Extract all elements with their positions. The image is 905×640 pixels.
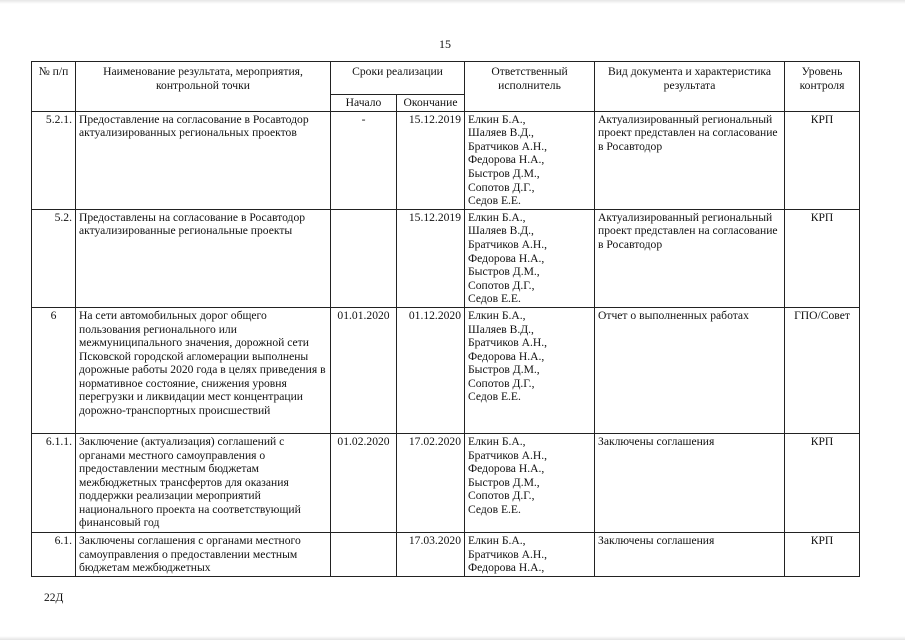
row-name: Предоставление на согласование в Росавтодор актуализированных региональных проектов (76, 111, 331, 209)
row-num: 6.1. (32, 532, 76, 576)
row-control-level: КРП (785, 111, 860, 209)
header-control-level: Уровень контроля (785, 62, 860, 112)
responsible-person: Федорова Н.А., (468, 462, 545, 476)
header-num: № п/п (32, 62, 76, 112)
row-start (331, 209, 397, 307)
scan-edge-bottom (0, 636, 905, 640)
table-row (32, 111, 860, 209)
row-responsible (465, 433, 595, 532)
header-period: Сроки реализации (331, 62, 465, 95)
responsible-person: Сопотов Д.Г., (468, 278, 535, 292)
row-end: 01.12.2020 (397, 307, 465, 433)
row-start (331, 532, 397, 576)
responsible-person: Елкин Б.А., (468, 112, 526, 126)
table-row (32, 433, 860, 532)
responsible-person: Быстров Д.М., (468, 363, 540, 377)
row-control-level: КРП (785, 532, 860, 576)
page-number: 15 (439, 37, 451, 51)
responsible-person: Братчиков А.Н., (468, 547, 548, 561)
responsible-person: Седов Е.Е. (468, 390, 521, 404)
row-num: 5.2.1. (32, 111, 76, 209)
responsible-person: Елкин Б.А., (468, 308, 526, 322)
responsible-person: Елкин Б.А., (468, 434, 526, 448)
row-start: 01.01.2020 (331, 307, 397, 433)
row-responsible (465, 111, 595, 209)
row-num: 6.1.1. (32, 433, 76, 532)
responsible-person: Седов Е.Е. (468, 194, 521, 208)
header-start: Начало (331, 95, 397, 112)
responsible-person: Федорова Н.А., (468, 251, 545, 265)
row-responsible (465, 209, 595, 307)
table-row (32, 532, 860, 576)
row-end: 17.03.2020 (397, 532, 465, 576)
row-num: 5.2. (32, 209, 76, 307)
responsible-person: Седов Е.Е. (468, 502, 521, 516)
responsible-person: Елкин Б.А., (468, 210, 526, 224)
row-end: 17.02.2020 (397, 433, 465, 532)
responsible-person: Федорова Н.А., (468, 349, 545, 363)
header-doc-type: Вид документа и характеристика результата (595, 62, 785, 112)
table-row (32, 209, 860, 307)
responsible-person: Братчиков А.Н., (468, 237, 548, 251)
row-start: 01.02.2020 (331, 433, 397, 532)
responsible-person: Шаляев В.Д., (468, 224, 534, 238)
responsible-person: Елкин Б.А., (468, 533, 526, 547)
row-doc-type: Отчет о выполненных работах (595, 307, 785, 433)
row-control-level: КРП (785, 209, 860, 307)
row-doc-type: Актуализированный региональный проект представлен на согласование в Росавтодор (595, 209, 785, 307)
footer-code: 22Д (44, 592, 64, 604)
responsible-person: Братчиков А.Н., (468, 448, 548, 462)
header-end: Окончание (397, 95, 465, 112)
responsible-person: Федорова Н.А., (468, 561, 545, 575)
plan-table (31, 61, 860, 577)
row-doc-type: Заключены соглашения (595, 433, 785, 532)
row-doc-type: Актуализированный региональный проект представлен на согласование в Росавтодор (595, 111, 785, 209)
responsible-person: Братчиков А.Н., (468, 139, 548, 153)
responsible-person: Шаляев В.Д., (468, 322, 534, 336)
table-row (32, 307, 860, 433)
responsible-person: Быстров Д.М., (468, 166, 540, 180)
responsible-person: Быстров Д.М., (468, 475, 540, 489)
responsible-person: Быстров Д.М., (468, 265, 540, 279)
row-name: Предоставлены на согласование в Росавтодор актуализированные региональные проекты (76, 209, 331, 307)
row-control-level: ГПО/Совет (785, 307, 860, 433)
responsible-person: Шаляев В.Д., (468, 126, 534, 140)
row-doc-type: Заключены соглашения (595, 532, 785, 576)
row-name: Заключение (актуализация) соглашений с органами местного самоуправления о предоставлении местным бюджетам межбюджетных трансфертов для оказания поддержки реализации мероприятий национального проекта на соответствующий финансовый год (76, 433, 331, 532)
scan-edge-top (0, 0, 905, 4)
responsible-person: Братчиков А.Н., (468, 336, 548, 350)
row-start: - (331, 111, 397, 209)
row-end: 15.12.2019 (397, 111, 465, 209)
responsible-person: Федорова Н.А., (468, 153, 545, 167)
header-name: Наименование результата, мероприятия, контрольной точки (76, 62, 331, 112)
responsible-person: Сопотов Д.Г., (468, 376, 535, 390)
row-control-level: КРП (785, 433, 860, 532)
row-end: 15.12.2019 (397, 209, 465, 307)
header-responsible: Ответственный исполнитель (465, 62, 595, 112)
responsible-person: Сопотов Д.Г., (468, 180, 535, 194)
row-responsible (465, 532, 595, 576)
row-responsible (465, 307, 595, 433)
row-name: Заключены соглашения с органами местного самоуправления о предоставлении местным бюджетам межбюджетных (76, 532, 331, 576)
header-row (32, 62, 860, 95)
responsible-person: Седов Е.Е. (468, 292, 521, 306)
responsible-person: Сопотов Д.Г., (468, 489, 535, 503)
row-name: На сети автомобильных дорог общего пользования регионального или межмуниципального значения, дорожной сети Псковской городской агломерации выполнены дорожные работы 2020 года в целях приведения в нормативное состояние, снижения уровня перегрузки и ликвидации мест концентрации дорожно-транспортных происшествий (76, 307, 331, 433)
row-num: 6 (32, 307, 76, 433)
